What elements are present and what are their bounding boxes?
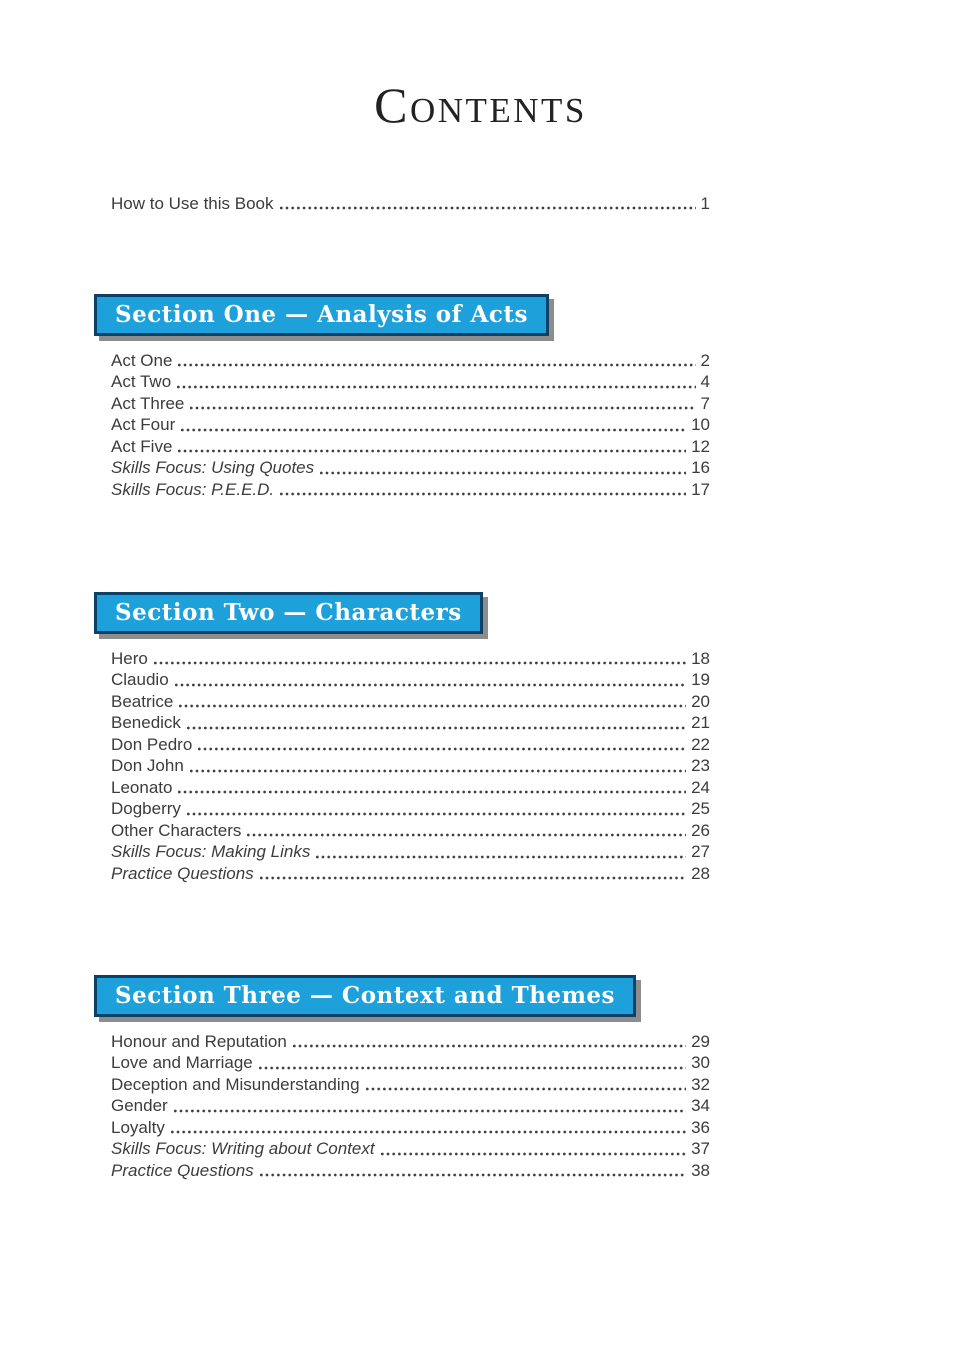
toc-entry-page-number: 24 <box>691 777 710 797</box>
toc-entry-page-number: 20 <box>691 691 710 711</box>
toc-entry <box>111 734 710 755</box>
dot-leader <box>187 725 686 731</box>
toc-entry-page-number: 18 <box>691 649 710 668</box>
dot-leader <box>260 1172 686 1178</box>
toc-list <box>94 350 710 500</box>
toc-entry-label: Act Two <box>111 372 172 392</box>
toc-entry <box>111 691 710 712</box>
toc-entry-label: Skills Focus: P.E.E.D. <box>111 479 275 499</box>
toc-entry-page-number: 10 <box>691 415 710 435</box>
toc-entry-how-to-use <box>111 193 710 214</box>
toc-entry-page-number: 32 <box>691 1074 710 1094</box>
toc-entry <box>111 648 710 669</box>
toc-entry-page-number: 26 <box>691 820 710 840</box>
toc-entry-label: Act Five <box>111 436 173 456</box>
toc-entry-page-number: 1 <box>700 194 710 213</box>
toc-list <box>94 648 710 884</box>
toc-entry-page-number: 28 <box>691 863 710 883</box>
toc-entry-page-number: 17 <box>691 479 710 499</box>
toc-entry-label: Don Pedro <box>111 734 193 754</box>
toc-entry <box>111 1138 710 1159</box>
toc-entry <box>111 414 710 435</box>
dot-leader <box>178 448 686 454</box>
dot-leader <box>177 384 695 390</box>
toc-entry-page-number: 37 <box>691 1139 710 1159</box>
dot-leader <box>260 875 686 881</box>
toc-entry-label: Skills Focus: Writing about Context <box>111 1139 375 1159</box>
section-heading-banner <box>94 294 549 336</box>
toc-entry-page-number: 4 <box>700 372 710 392</box>
dot-leader <box>280 491 686 497</box>
toc-entry-label: Benedick <box>111 713 181 733</box>
toc-entry-label: Other Characters <box>111 820 242 840</box>
section-heading-label: Section One — Analysis of Acts <box>115 301 528 328</box>
dot-leader <box>190 405 695 411</box>
toc-entry <box>111 1095 710 1116</box>
toc-entry <box>111 863 710 884</box>
toc-entry-page-number: 27 <box>691 842 710 862</box>
toc-entry-label: Loyalty <box>111 1117 165 1137</box>
dot-leader <box>320 470 686 476</box>
toc-entry <box>111 1031 710 1052</box>
dot-leader <box>247 832 686 838</box>
toc-entry <box>111 371 710 392</box>
toc-entry-label: Love and Marriage <box>111 1053 253 1073</box>
toc-entry <box>111 798 710 819</box>
toc-entry <box>111 755 710 776</box>
toc-entry-page-number: 19 <box>691 670 710 690</box>
toc-entry-page-number: 7 <box>700 393 710 413</box>
toc-entry-page-number: 12 <box>691 436 710 456</box>
dot-leader <box>198 746 686 752</box>
toc-entry-label: Hero <box>111 649 148 668</box>
toc-entry-page-number: 25 <box>691 799 710 819</box>
dot-leader <box>316 854 686 860</box>
dot-leader <box>174 1108 686 1114</box>
toc-entry-label: Act Four <box>111 415 176 435</box>
toc-entry-page-number: 29 <box>691 1032 710 1051</box>
section-heading-banner <box>94 592 483 634</box>
dot-leader <box>366 1086 687 1092</box>
toc-entry-page-number: 23 <box>691 756 710 776</box>
dot-leader <box>280 205 696 211</box>
toc-entry <box>111 1160 710 1181</box>
dot-leader <box>178 362 695 368</box>
toc-entry-page-number: 22 <box>691 734 710 754</box>
toc-entry-label: Deception and Misunderstanding <box>111 1074 360 1094</box>
dot-leader <box>175 682 686 688</box>
toc-entry-label: Skills Focus: Using Quotes <box>111 458 315 478</box>
dot-leader <box>179 703 686 709</box>
toc-entry-label: Act Three <box>111 393 185 413</box>
dot-leader <box>293 1043 686 1049</box>
toc-entry-page-number: 38 <box>691 1160 710 1180</box>
toc-entry-page-number: 16 <box>691 458 710 478</box>
toc-entry <box>111 1052 710 1073</box>
section-heading-label: Section Three — Context and Themes <box>115 982 615 1009</box>
dot-leader <box>181 427 686 433</box>
dot-leader <box>178 789 686 795</box>
toc-entry <box>111 350 710 371</box>
toc-entry <box>111 457 710 478</box>
toc-entry <box>111 1117 710 1138</box>
toc-entry-page-number: 21 <box>691 713 710 733</box>
dot-leader <box>187 811 686 817</box>
dot-leader <box>259 1065 686 1071</box>
dot-leader <box>381 1151 686 1157</box>
toc-entry-label: Gender <box>111 1096 168 1116</box>
toc-entry <box>111 841 710 862</box>
toc-entry-label: Dogberry <box>111 799 181 819</box>
toc-entry-label: Don John <box>111 756 184 776</box>
toc-entry-label: Beatrice <box>111 691 174 711</box>
toc-entry-label: Practice Questions <box>111 863 254 883</box>
toc-list <box>94 1031 710 1181</box>
toc-section <box>94 294 710 500</box>
toc-entry <box>111 393 710 414</box>
toc-entry <box>111 436 710 457</box>
toc-entry <box>111 777 710 798</box>
toc-section <box>94 975 710 1181</box>
toc-entry-page-number: 30 <box>691 1053 710 1073</box>
toc-entry-label: Leonato <box>111 777 173 797</box>
toc-entry-page-number: 34 <box>691 1096 710 1116</box>
dot-leader <box>154 660 686 666</box>
dot-leader <box>171 1129 686 1135</box>
toc-entry-label: Act One <box>111 351 173 370</box>
toc-entry <box>111 712 710 733</box>
toc-entry-page-number: 2 <box>700 351 710 370</box>
toc-entry-label: Practice Questions <box>111 1160 254 1180</box>
toc-entry-label: Skills Focus: Making Links <box>111 842 311 862</box>
section-heading-banner <box>94 975 636 1017</box>
dot-leader <box>190 768 686 774</box>
toc-entry-page-number: 36 <box>691 1117 710 1137</box>
toc-entry-label: Honour and Reputation <box>111 1032 287 1051</box>
toc-entry <box>111 1074 710 1095</box>
page-title: CONTENTS <box>374 77 587 133</box>
toc-section <box>94 592 710 884</box>
toc-entry <box>111 669 710 690</box>
toc-entry <box>111 479 710 500</box>
section-heading-label: Section Two — Characters <box>115 599 462 626</box>
toc-entry <box>111 820 710 841</box>
toc-entry-label: Claudio <box>111 670 169 690</box>
toc-entry-label: How to Use this Book <box>111 194 274 213</box>
